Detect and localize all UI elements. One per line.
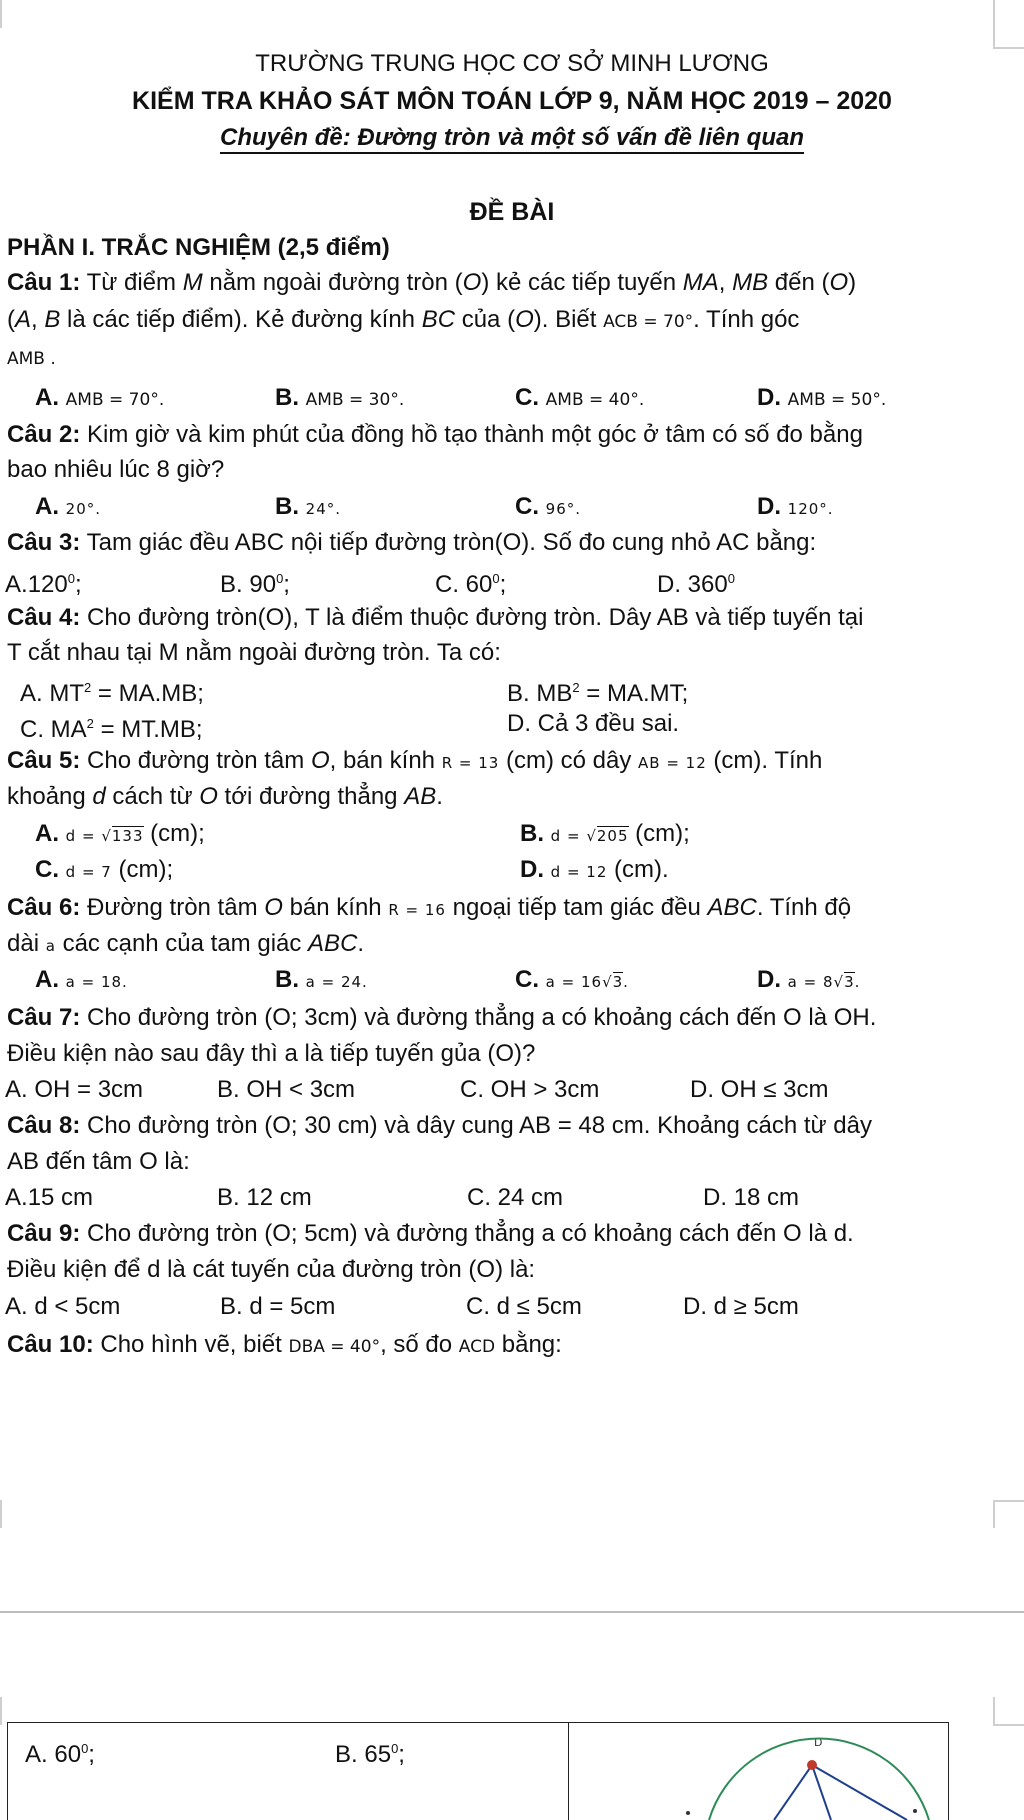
option-key: D. <box>757 966 781 993</box>
option-value: 24°. <box>305 500 342 518</box>
q6-var-O: O <box>264 894 283 921</box>
q1-text: đến ( <box>768 269 830 296</box>
fig-circle-arc <box>709 1739 929 1820</box>
de-bai-heading: ĐỀ BÀI <box>469 198 555 226</box>
q10-line1 <box>7 1330 562 1362</box>
q8-label: Câu 8: <box>7 1112 81 1139</box>
q2-option-a[interactable] <box>35 492 101 524</box>
topic-line <box>0 124 1024 152</box>
q8-line2: AB đến tâm O là: <box>7 1148 190 1175</box>
fig-point-right <box>913 1809 917 1813</box>
fig-label-d: D <box>814 1736 823 1749</box>
option-value: MT <box>42 680 85 707</box>
option-key: D. <box>657 571 681 598</box>
q9-line1 <box>7 1219 854 1249</box>
option-key: C. <box>515 966 539 993</box>
option-value: = MT.MB; <box>93 716 203 743</box>
option-end: ; <box>398 1741 405 1768</box>
page-corner-mark <box>0 1697 2 1725</box>
option-end: . <box>854 973 861 991</box>
q1-var-O: O <box>515 306 534 333</box>
option-value: 15 cm <box>27 1184 94 1211</box>
q6-text: . <box>357 930 365 957</box>
q6-text: Đường tròn tâm <box>80 894 265 921</box>
option-value: d = <box>550 827 587 845</box>
option-end: ; <box>283 571 290 598</box>
option-value: d ≤ 5cm <box>490 1293 582 1320</box>
q1-option-c[interactable] <box>515 383 644 415</box>
option-end: ; <box>88 1741 95 1768</box>
q1-var-A: A <box>15 306 32 333</box>
q1-text: , <box>31 306 45 333</box>
option-key: D. <box>757 384 781 411</box>
q3-option-b[interactable] <box>220 564 290 600</box>
option-end: ; <box>499 571 507 598</box>
q1-text: ) kẻ các tiếp tuyến <box>481 269 683 296</box>
q10-figure <box>569 1723 947 1820</box>
option-value: AMB = 30°. <box>305 390 405 410</box>
q5-line1 <box>7 746 822 778</box>
option-end: . <box>623 973 629 991</box>
q1-var-MB: MB <box>732 269 769 296</box>
q7-line1 <box>7 1003 876 1033</box>
option-key: A. <box>35 384 59 411</box>
q8-option-d[interactable] <box>703 1183 799 1213</box>
q4-text: Cho đường tròn(O), T là điểm thuộc đường tròn. Dây AB và tiếp tuyến tại <box>80 604 864 631</box>
option-key: B. <box>220 1293 243 1320</box>
page-corner-mark <box>993 1500 995 1528</box>
q1-given-angle: ACB = 70° <box>603 312 694 332</box>
option-value: 96°. <box>545 500 582 518</box>
q7-option-a[interactable] <box>5 1075 143 1105</box>
option-key: C. <box>467 1184 491 1211</box>
q6-text: dài <box>7 930 46 957</box>
fig-line <box>774 1765 812 1820</box>
option-value: 18 cm <box>727 1184 800 1211</box>
q6-text: . Tính độ <box>756 894 852 921</box>
option-key: A. <box>35 820 59 847</box>
radicand: 3 <box>612 973 624 991</box>
q9-option-c[interactable] <box>466 1292 582 1322</box>
page-corner-mark <box>993 1500 1024 1502</box>
q6-var-ABC: ABC <box>707 894 757 921</box>
radicand: 133 <box>111 827 144 845</box>
q8-text: Cho đường tròn (O; 30 cm) và dây cung AB = 48 cm. Khoảng cách từ dây <box>80 1112 872 1139</box>
sqrt-sign: √ <box>602 973 613 991</box>
q5-text: (cm) có dây <box>499 747 639 774</box>
q10-option-a[interactable] <box>25 1734 95 1770</box>
sqrt-sign: √ <box>586 827 597 845</box>
page-break-line <box>0 1611 1024 1613</box>
option-value: OH < 3cm <box>239 1076 356 1103</box>
q1-option-d[interactable] <box>757 383 886 415</box>
option-value: 20°. <box>65 500 102 518</box>
q9-text: Cho đường tròn (O; 5cm) và đường thẳng a có khoảng cách đến O là d. <box>80 1220 854 1247</box>
q6-option-c[interactable] <box>515 965 629 997</box>
q2-text: Kim giờ và kim phút của đồng hồ tạo thành một góc ở tâm có số đo bằng <box>80 421 863 448</box>
topic-text: Chuyên đề: Đường tròn và một số vấn đề liên quan <box>220 124 804 154</box>
q3-option-a[interactable] <box>5 564 82 600</box>
power-sup: 2 <box>572 680 580 695</box>
option-key: D. <box>683 1293 707 1320</box>
q1-label: Câu 1: <box>7 269 81 296</box>
option-value: AMB = 40°. <box>545 390 645 410</box>
q5-text: khoảng <box>7 783 93 810</box>
option-key: C. <box>515 384 539 411</box>
degree-sup: 0 <box>727 571 735 586</box>
q1-var-M: M <box>182 269 203 296</box>
option-unit: (cm). <box>607 856 669 883</box>
q3-text: Tam giác đều ABC nội tiếp đường tròn(O). Số đo cung nhỏ AC bằng: <box>80 529 817 556</box>
q5-var-O: O <box>310 747 330 774</box>
q1-text: nằm ngoài đường tròn ( <box>202 269 463 296</box>
q8-option-b[interactable] <box>217 1183 312 1213</box>
q8-line1 <box>7 1111 872 1141</box>
q6-line2 <box>7 929 364 961</box>
option-key: B. <box>520 820 544 847</box>
page-corner-mark <box>993 1724 1024 1726</box>
q2-option-b[interactable] <box>275 492 341 524</box>
option-key: D. <box>520 856 544 883</box>
q7-option-d[interactable] <box>690 1075 829 1105</box>
option-value: 90 <box>242 571 277 598</box>
option-key: A. <box>25 1741 48 1768</box>
q5-line2 <box>7 782 443 812</box>
option-unit: (cm); <box>628 820 690 847</box>
q2-line1 <box>7 420 863 450</box>
q6-option-a[interactable] <box>35 965 128 997</box>
q10-option-b[interactable] <box>335 1734 405 1770</box>
q1-text: là các tiếp điểm). Kẻ đường kính <box>60 306 422 333</box>
q2-line2: bao nhiêu lúc 8 giờ? <box>7 456 225 483</box>
page-corner-mark <box>993 0 995 48</box>
q6-text: ngoại tiếp tam giác đều <box>445 894 708 921</box>
page-corner-mark <box>0 0 2 28</box>
q7-option-b[interactable] <box>217 1075 355 1105</box>
school-name: TRƯỜNG TRUNG HỌC CƠ SỞ MINH LƯƠNG <box>255 50 769 77</box>
option-value: OH = 3cm <box>27 1076 144 1103</box>
option-key: C. <box>515 493 539 520</box>
option-value: MB <box>529 680 573 707</box>
power-sup: 2 <box>84 680 92 695</box>
q3-option-c[interactable] <box>435 564 506 600</box>
option-key: A. <box>35 493 59 520</box>
option-value: 24 cm <box>491 1184 564 1211</box>
q1-var-B: B <box>44 306 61 333</box>
q9-option-a[interactable] <box>5 1292 120 1322</box>
q6-option-b[interactable] <box>275 965 368 997</box>
exam-title: KIỂM TRA KHẢO SÁT MÔN TOÁN LỚP 9, NĂM HỌC 2019 – 2020 <box>132 87 892 115</box>
option-key: B. <box>275 384 299 411</box>
option-key: A. <box>20 680 43 707</box>
option-value: AMB = 70°. <box>65 390 165 410</box>
q9-line2: Điều kiện để d là cát tuyến của đường tròn (O) là: <box>7 1256 536 1283</box>
option-value: a = 18. <box>65 973 128 991</box>
q5-var-O: O <box>199 783 218 810</box>
q1-text: của ( <box>455 306 516 333</box>
option-key: A. <box>5 1293 28 1320</box>
degree-sup: 0 <box>492 571 500 586</box>
option-value: a = 24. <box>305 973 368 991</box>
option-key: C. <box>20 716 44 743</box>
option-key: A. <box>35 966 59 993</box>
q10-text: Cho hình vẽ, biết <box>93 1331 289 1358</box>
q1-text: , <box>718 269 733 296</box>
power-sup: 2 <box>86 716 94 731</box>
option-key: D. <box>507 710 531 737</box>
option-key: B. <box>217 1184 240 1211</box>
radicand: 3 <box>844 973 855 991</box>
q5-text: (cm). Tính <box>706 747 823 774</box>
q8-option-a[interactable] <box>5 1183 93 1213</box>
q7-text: Cho đường tròn (O; 3cm) và đường thẳng a có khoảng cách đến O là OH. <box>80 1004 877 1031</box>
option-value: 65 <box>357 1741 392 1768</box>
q5-text: , bán kính <box>329 747 442 774</box>
option-value: 120 <box>27 571 68 598</box>
q1-text: ( <box>7 306 15 333</box>
degree-sup: 0 <box>67 571 75 586</box>
option-key: D. <box>703 1184 727 1211</box>
option-key: D. <box>757 493 781 520</box>
q1-option-b[interactable] <box>275 383 404 415</box>
option-key: C. <box>435 571 459 598</box>
q7-label: Câu 7: <box>7 1004 81 1031</box>
radicand: 205 <box>596 827 629 845</box>
q10-given-angle: DBA = 40° <box>288 1337 381 1357</box>
q1-var-MA: MA <box>682 269 719 296</box>
q8-option-c[interactable] <box>467 1183 563 1213</box>
q3-line1 <box>7 528 816 558</box>
q4-option-a[interactable] <box>20 673 204 709</box>
q9-label: Câu 9: <box>7 1220 81 1247</box>
q2-option-c[interactable] <box>515 492 581 524</box>
option-value: = MA.MT; <box>579 680 689 707</box>
q3-option-d[interactable] <box>657 564 735 600</box>
option-key: B. <box>275 966 299 993</box>
q10-ask-angle: ACD <box>458 1337 496 1357</box>
option-key: C. <box>466 1293 490 1320</box>
q1-line1 <box>7 268 856 298</box>
q9-option-b[interactable] <box>220 1292 335 1322</box>
option-unit: (cm); <box>111 856 174 883</box>
q10-label: Câu 10: <box>7 1331 94 1358</box>
q2-label: Câu 2: <box>7 421 81 448</box>
option-key: A. <box>5 1076 28 1103</box>
q5-option-d[interactable] <box>520 855 669 887</box>
q4-option-d[interactable] <box>507 709 679 739</box>
section-heading: PHẦN I. TRẮC NGHIỆM (2,5 điểm) <box>7 234 390 261</box>
q4-line2: T cắt nhau tại M nằm ngoài đường tròn. Ta có: <box>7 639 501 666</box>
option-value: d < 5cm <box>27 1293 121 1320</box>
q6-var-a: a <box>45 937 56 955</box>
q7-option-c[interactable] <box>460 1075 599 1105</box>
q5-text: . <box>436 783 443 810</box>
q5-radius: R = 13 <box>441 754 500 772</box>
q1-var-O: O <box>829 269 849 296</box>
option-value: 12 cm <box>239 1184 312 1211</box>
q5-option-b[interactable] <box>520 819 690 851</box>
option-key: B. <box>217 1076 240 1103</box>
option-key: A. <box>5 1184 28 1211</box>
fig-line <box>812 1765 907 1820</box>
q1-text: . Tính góc <box>693 306 800 333</box>
page-corner-mark <box>0 1500 2 1528</box>
degree-sup: 0 <box>276 571 284 586</box>
option-key: C. <box>460 1076 484 1103</box>
option-key: C. <box>35 856 59 883</box>
option-key: A. <box>5 571 28 598</box>
q1-ask-angle: AMB . <box>7 349 56 369</box>
sqrt-sign: √ <box>101 827 112 845</box>
option-end: ; <box>74 571 82 598</box>
q1-text: ) <box>848 269 857 296</box>
table-right-border <box>948 1722 949 1820</box>
option-value: a = 16 <box>545 973 603 991</box>
q1-var-BC: BC <box>421 306 456 333</box>
option-value: AMB = 50°. <box>787 390 887 410</box>
q4-line1 <box>7 603 863 633</box>
table-left-border <box>7 1722 8 1820</box>
q6-label: Câu 6: <box>7 894 81 921</box>
option-value: Cả 3 đều sai. <box>531 710 680 737</box>
option-value: d = <box>65 827 102 845</box>
q4-option-b[interactable] <box>507 673 688 709</box>
option-unit: (cm); <box>143 820 205 847</box>
q1-text: ). Biết <box>533 306 604 333</box>
option-value: 120°. <box>787 500 834 518</box>
q6-text: bán kính <box>282 894 389 921</box>
degree-sup: 0 <box>391 1741 399 1756</box>
sqrt-sign: √ <box>833 973 845 991</box>
q5-option-a[interactable] <box>35 819 205 851</box>
q5-text: cách từ <box>105 783 200 810</box>
option-value: a = 8 <box>787 973 834 991</box>
option-value: OH > 3cm <box>484 1076 600 1103</box>
option-value: OH ≤ 3cm <box>714 1076 829 1103</box>
fig-point-left <box>686 1811 690 1815</box>
q5-var-AB: AB <box>404 783 437 810</box>
option-key: B. <box>507 680 530 707</box>
q5-text: tới đường thẳng <box>217 783 405 810</box>
option-key: D. <box>690 1076 714 1103</box>
q1-text: Từ điểm <box>80 269 183 296</box>
option-key: B. <box>335 1741 358 1768</box>
option-value: d ≥ 5cm <box>707 1293 799 1320</box>
q3-label: Câu 3: <box>7 529 81 556</box>
q6-radius: R = 16 <box>388 901 446 919</box>
q7-line2: Điều kiện nào sau đây thì a là tiếp tuyến gủa (O)? <box>7 1040 536 1067</box>
q4-option-c[interactable] <box>20 709 203 745</box>
q10-text: bằng: <box>495 1331 562 1358</box>
q9-option-d[interactable] <box>683 1292 799 1322</box>
q1-line2 <box>7 305 799 337</box>
degree-sup: 0 <box>81 1741 89 1756</box>
option-value: d = 5cm <box>242 1293 336 1320</box>
option-value: 60 <box>47 1741 82 1768</box>
option-value: d = 7 <box>65 863 112 881</box>
q1-var-O: O <box>462 269 482 296</box>
option-value: d = 12 <box>550 863 608 881</box>
q1-option-a[interactable] <box>35 383 164 415</box>
q6-var-ABC: ABC <box>308 930 358 957</box>
page-corner-mark <box>993 1697 995 1725</box>
q5-chord: AB = 12 <box>638 754 707 772</box>
page-corner-mark <box>993 47 1024 49</box>
q5-var-d: d <box>92 783 106 810</box>
q5-label: Câu 5: <box>7 747 81 774</box>
option-value: = MA.MB; <box>91 680 204 707</box>
q6-text: các cạnh của tam giác <box>55 930 309 957</box>
q5-text: Cho đường tròn tâm <box>80 747 311 774</box>
q10-text: , số đo <box>380 1331 459 1358</box>
option-value: 60 <box>459 571 493 598</box>
option-value: 360 <box>681 571 728 598</box>
q5-option-c[interactable] <box>35 855 173 887</box>
q6-option-d[interactable] <box>757 965 860 997</box>
q6-line1 <box>7 893 851 925</box>
q4-label: Câu 4: <box>7 604 81 631</box>
option-value: MA <box>44 716 87 743</box>
fig-point-d <box>807 1760 817 1770</box>
q2-option-d[interactable] <box>757 492 834 524</box>
option-key: B. <box>220 571 243 598</box>
option-key: B. <box>275 493 299 520</box>
